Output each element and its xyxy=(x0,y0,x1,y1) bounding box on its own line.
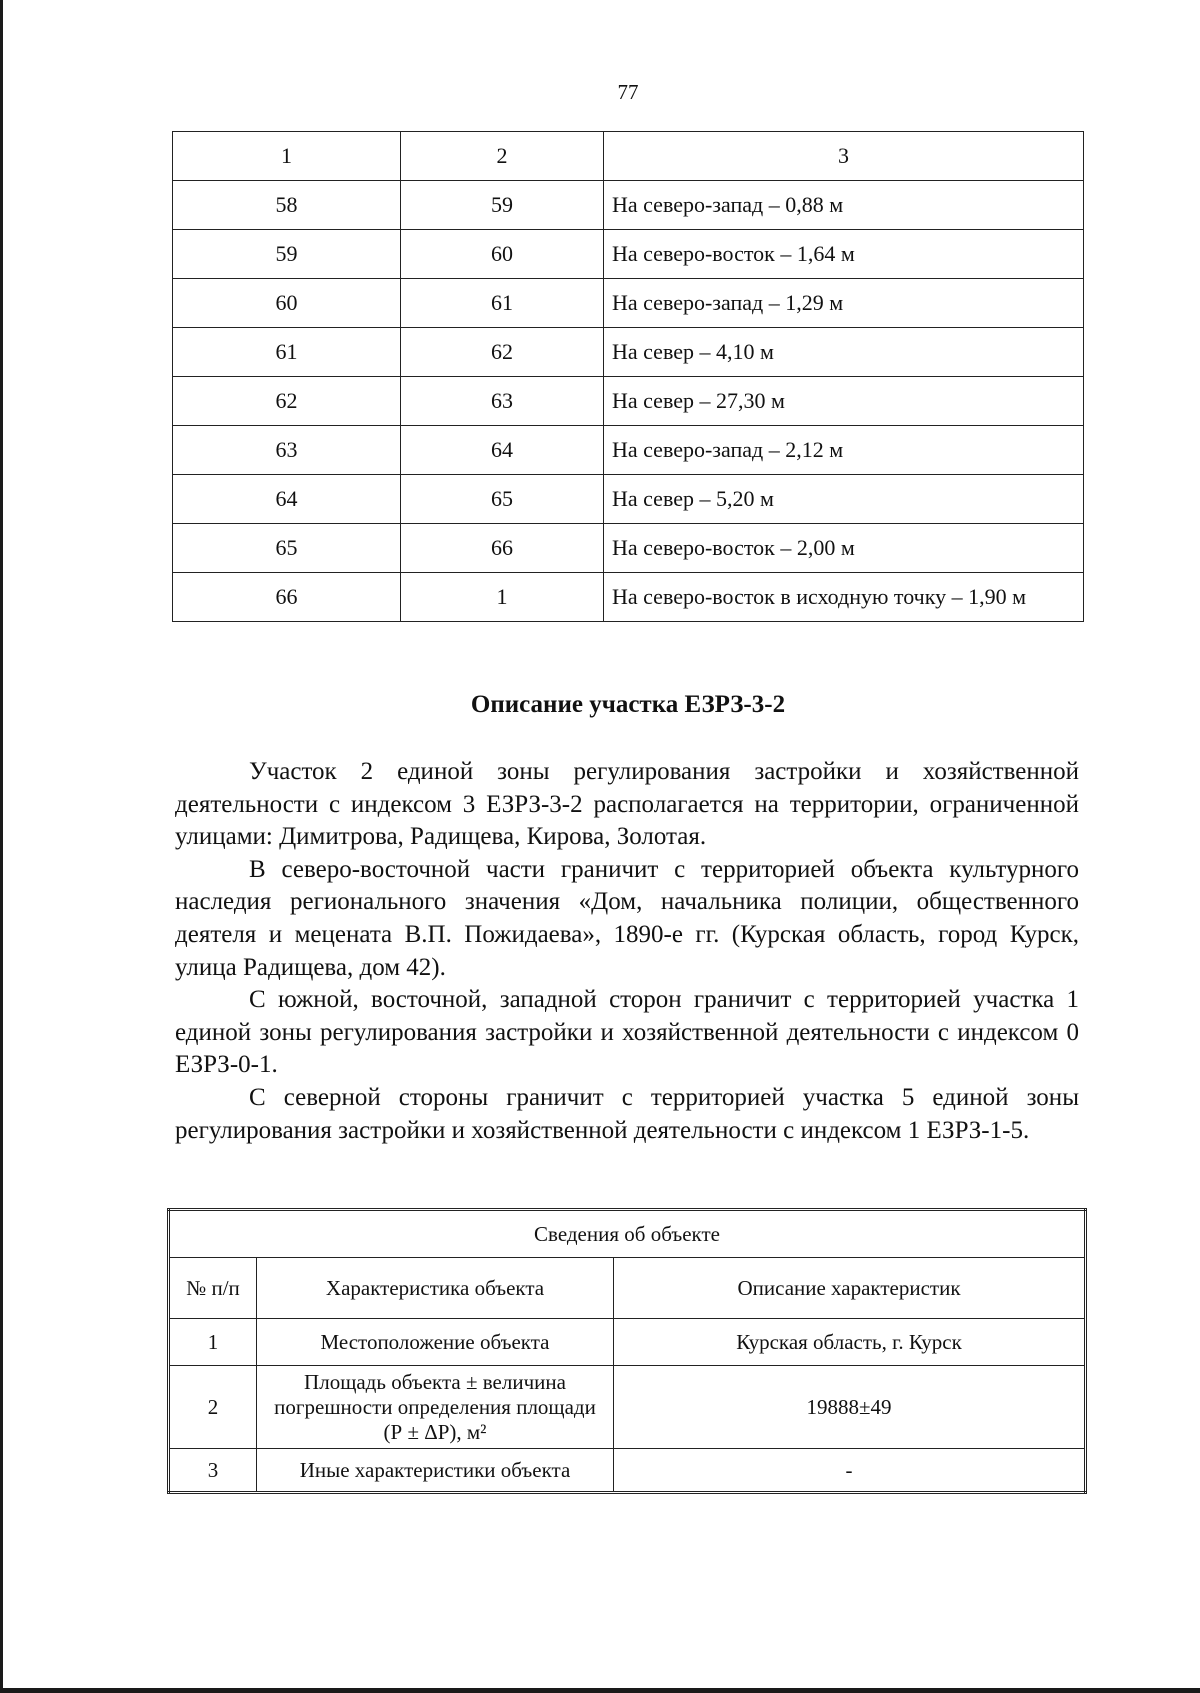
column-header: 1 xyxy=(173,132,401,181)
point-to: 1 xyxy=(401,573,604,622)
column-header: Характеристика объекта xyxy=(257,1258,614,1319)
table-row xyxy=(173,377,1084,426)
characteristic-value: Курская область, г. Курск xyxy=(614,1319,1086,1366)
segment-description: На север – 27,30 м xyxy=(604,377,1084,426)
segment-description: На север – 4,10 м xyxy=(604,328,1084,377)
paragraph: С северной стороны граничит с территорией участка 5 единой зоны регулирования застройки и хозяйственной деятельности с индексом 1 ЕЗРЗ-1-5. xyxy=(175,1083,1079,1144)
table-row xyxy=(169,1319,1086,1366)
point-from: 60 xyxy=(173,279,401,328)
paragraph: С южной, восточной, западной сторон граничит с территорией участка 1 единой зоны регулирования застройки и хозяйственной деятельности с индексом 0 ЕЗРЗ-0-1. xyxy=(175,986,1079,1079)
table-row xyxy=(169,1449,1086,1493)
table-caption-row xyxy=(169,1210,1086,1258)
point-to: 63 xyxy=(401,377,604,426)
point-to: 60 xyxy=(401,230,604,279)
point-from: 62 xyxy=(173,377,401,426)
segment-description: На северо-запад – 0,88 м xyxy=(604,181,1084,230)
point-to: 64 xyxy=(401,426,604,475)
segment-description: На северо-запад – 1,29 м xyxy=(604,279,1084,328)
table-row xyxy=(169,1366,1086,1449)
scan-edge-bottom xyxy=(0,1688,1200,1693)
point-to: 66 xyxy=(401,524,604,573)
segment-description: На северо-запад – 2,12 м xyxy=(604,426,1084,475)
point-to: 61 xyxy=(401,279,604,328)
row-number: 1 xyxy=(169,1319,257,1366)
body-text xyxy=(175,756,1079,1147)
characteristic-value: - xyxy=(614,1449,1086,1493)
characteristic-name: Местоположение объекта xyxy=(257,1319,614,1366)
point-to: 65 xyxy=(401,475,604,524)
column-header: 3 xyxy=(604,132,1084,181)
segment-description: На северо-восток – 2,00 м xyxy=(604,524,1084,573)
coordinates-table xyxy=(172,131,1084,622)
segment-description: На северо-восток в исходную точку – 1,90 м xyxy=(604,573,1084,622)
table-row xyxy=(173,426,1084,475)
characteristic-name: Иные характеристики объекта xyxy=(257,1449,614,1493)
table-row xyxy=(173,328,1084,377)
table-header-row xyxy=(169,1258,1086,1319)
table-row xyxy=(173,230,1084,279)
characteristic-value: 19888±49 xyxy=(614,1366,1086,1449)
scan-edge-left xyxy=(0,0,3,1693)
point-from: 65 xyxy=(173,524,401,573)
segment-description: На северо-восток – 1,64 м xyxy=(604,230,1084,279)
column-header: № п/п xyxy=(169,1258,257,1319)
point-from: 59 xyxy=(173,230,401,279)
paragraph: Участок 2 единой зоны регулирования застройки и хозяйственной деятельности с индексом 3 ЕЗРЗ-3-2 располагается на территории, ограниченной улицами: Димитрова, Радищева, Кирова, Золотая. xyxy=(175,758,1079,851)
row-number: 2 xyxy=(169,1366,257,1449)
section-title: Описание участка ЕЗРЗ-3-2 xyxy=(470,691,786,718)
table-row xyxy=(173,181,1084,230)
point-to: 59 xyxy=(401,181,604,230)
point-to: 62 xyxy=(401,328,604,377)
table-row xyxy=(173,524,1084,573)
point-from: 66 xyxy=(173,573,401,622)
point-from: 58 xyxy=(173,181,401,230)
point-from: 64 xyxy=(173,475,401,524)
paragraph: В северо-восточной части граничит с территорией объекта культурного наследия регионального значения «Дом, начальника полиции, общественного деятеля и мецената В.П. Пожидаева», 1890-е гг. (Курская область, город Курск, улица Радищева, дом 42). xyxy=(175,855,1079,981)
table-row xyxy=(173,279,1084,328)
table-caption: Сведения об объекте xyxy=(169,1210,1086,1258)
point-from: 61 xyxy=(173,328,401,377)
column-header: 2 xyxy=(401,132,604,181)
page-number: 77 xyxy=(617,80,639,104)
point-from: 63 xyxy=(173,426,401,475)
column-header: Описание характеристик xyxy=(614,1258,1086,1319)
table-row xyxy=(173,573,1084,622)
row-number: 3 xyxy=(169,1449,257,1493)
table-header-row xyxy=(173,132,1084,181)
table-row xyxy=(173,475,1084,524)
characteristic-name: Площадь объекта ± величина погрешности определения площади (Р ± ΔР), м² xyxy=(257,1366,614,1449)
segment-description: На север – 5,20 м xyxy=(604,475,1084,524)
object-info-table xyxy=(167,1208,1087,1494)
